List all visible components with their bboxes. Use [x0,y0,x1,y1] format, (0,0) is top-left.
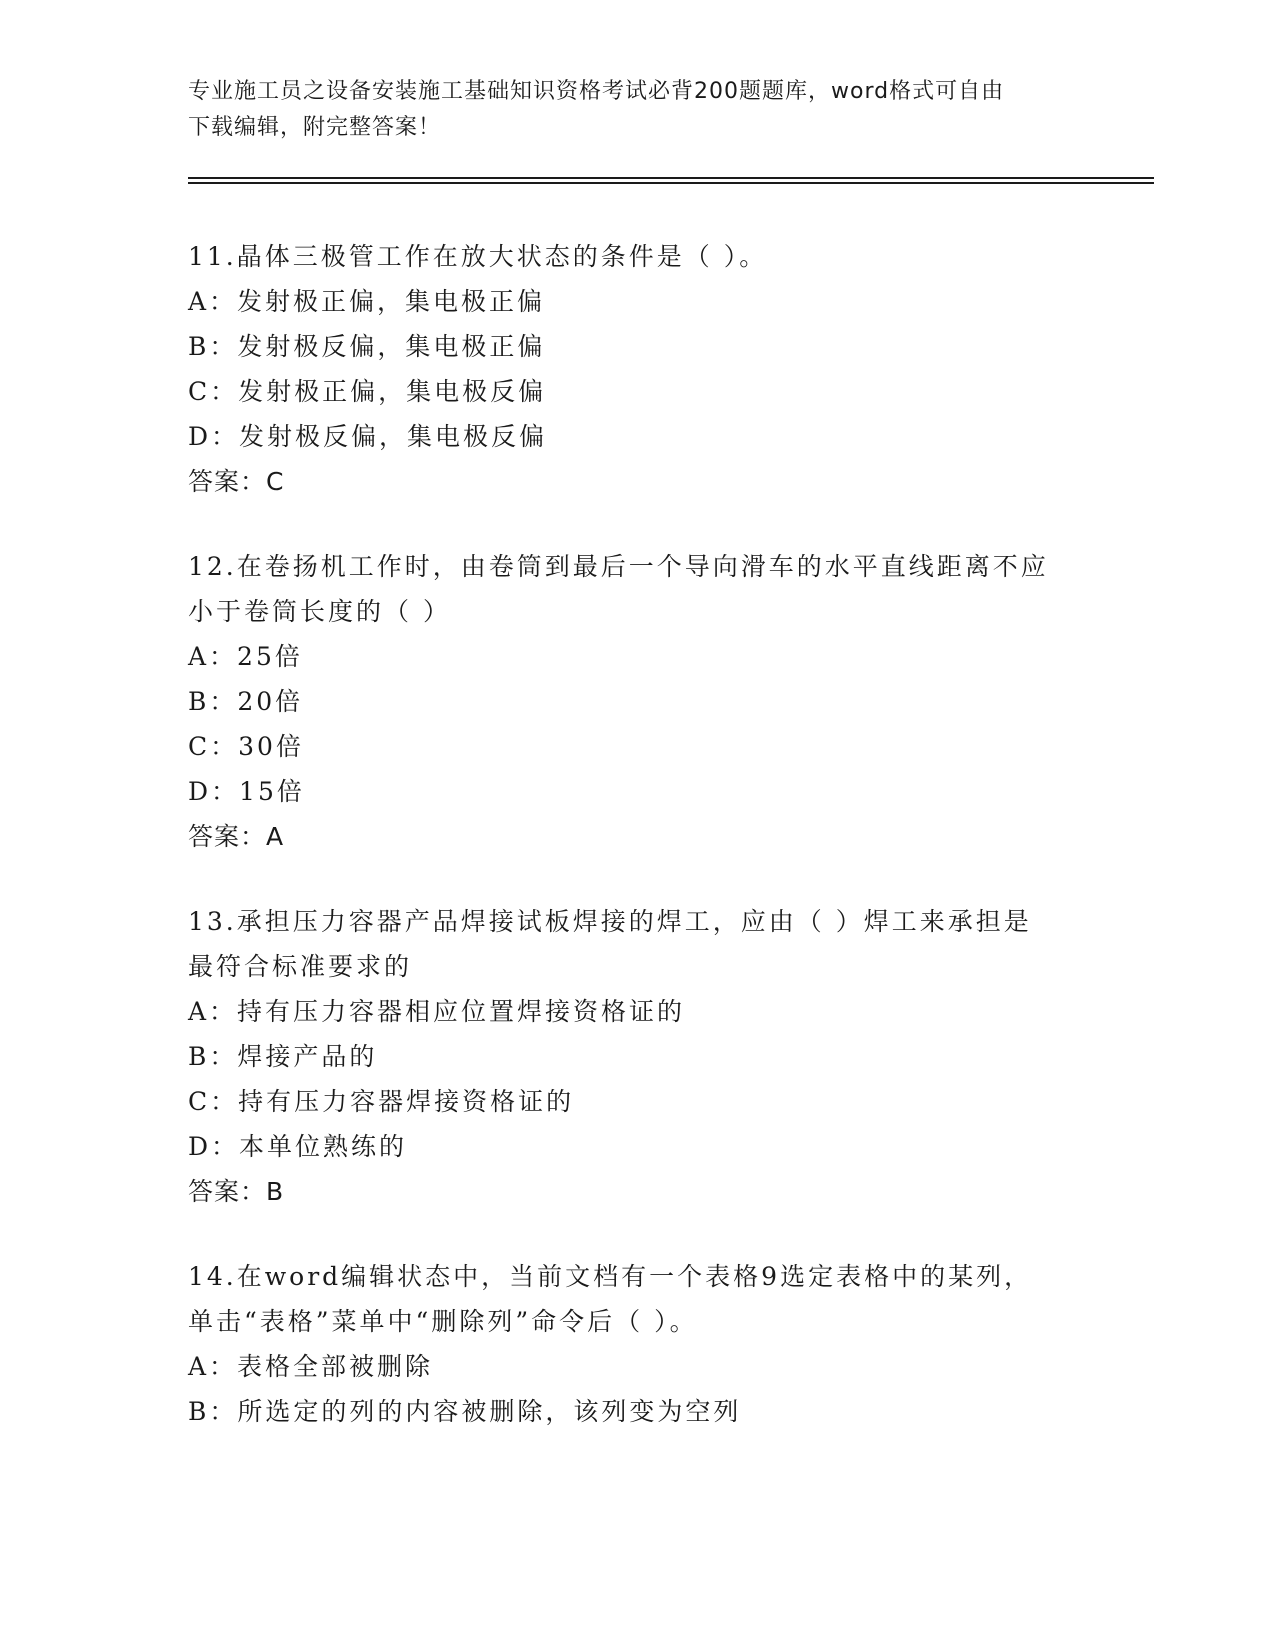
question-stem-continued: 最符合标准要求的 [188,952,413,981]
option-d: D：15倍 [188,777,305,806]
header-line-1: 专业施工员之设备安装施工基础知识资格考试必背200题题库，word格式可自由 [188,79,1005,104]
option-a: A：表格全部被删除 [188,1352,434,1381]
option-b: B：发射极反偏，集电极正偏 [188,332,546,361]
question-stem: 14.在word编辑状态中，当前文档有一个表格9选定表格中的某列， [188,1262,1033,1291]
option-c: C：持有压力容器焊接资格证的 [188,1087,575,1116]
question-stem: 12.在卷扬机工作时，由卷筒到最后一个导向滑车的水平直线距离不应 [188,552,1049,581]
option-c: C：30倍 [188,732,304,761]
question-stem: 13.承担压力容器产品焊接试板焊接的焊工，应由（ ）焊工来承担是 [188,907,1032,936]
answer: 答案：C [188,467,285,496]
header-divider-bottom [188,182,1154,184]
question-11 [188,234,1088,504]
option-a: A：发射极正偏，集电极正偏 [188,287,546,316]
header-divider-top [188,177,1154,179]
option-a: A：25倍 [188,642,303,671]
question-stem: 11.晶体三极管工作在放大状态的条件是（ ）。 [188,242,768,271]
document-header [188,74,1088,146]
option-b: B：所选定的列的内容被删除，该列变为空列 [188,1397,742,1426]
answer: 答案：B [188,1177,285,1206]
option-c: C：发射极正偏，集电极反偏 [188,377,547,406]
header-line-2: 下载编辑，附完整答案！ [188,115,442,140]
option-b: B：20倍 [188,687,304,716]
question-stem-continued: 单击“表格”菜单中“删除列”命令后（ ）。 [188,1307,698,1336]
question-13 [188,899,1088,1214]
option-a: A：持有压力容器相应位置焊接资格证的 [188,997,686,1026]
option-d: D：本单位熟练的 [188,1132,408,1161]
question-14 [188,1254,1088,1434]
answer: 答案：A [188,822,285,851]
option-b: B：焊接产品的 [188,1042,378,1071]
question-stem-continued: 小于卷筒长度的（ ） [188,597,451,626]
option-d: D：发射极反偏，集电极反偏 [188,422,548,451]
question-list [188,234,1088,1474]
question-12 [188,544,1088,859]
